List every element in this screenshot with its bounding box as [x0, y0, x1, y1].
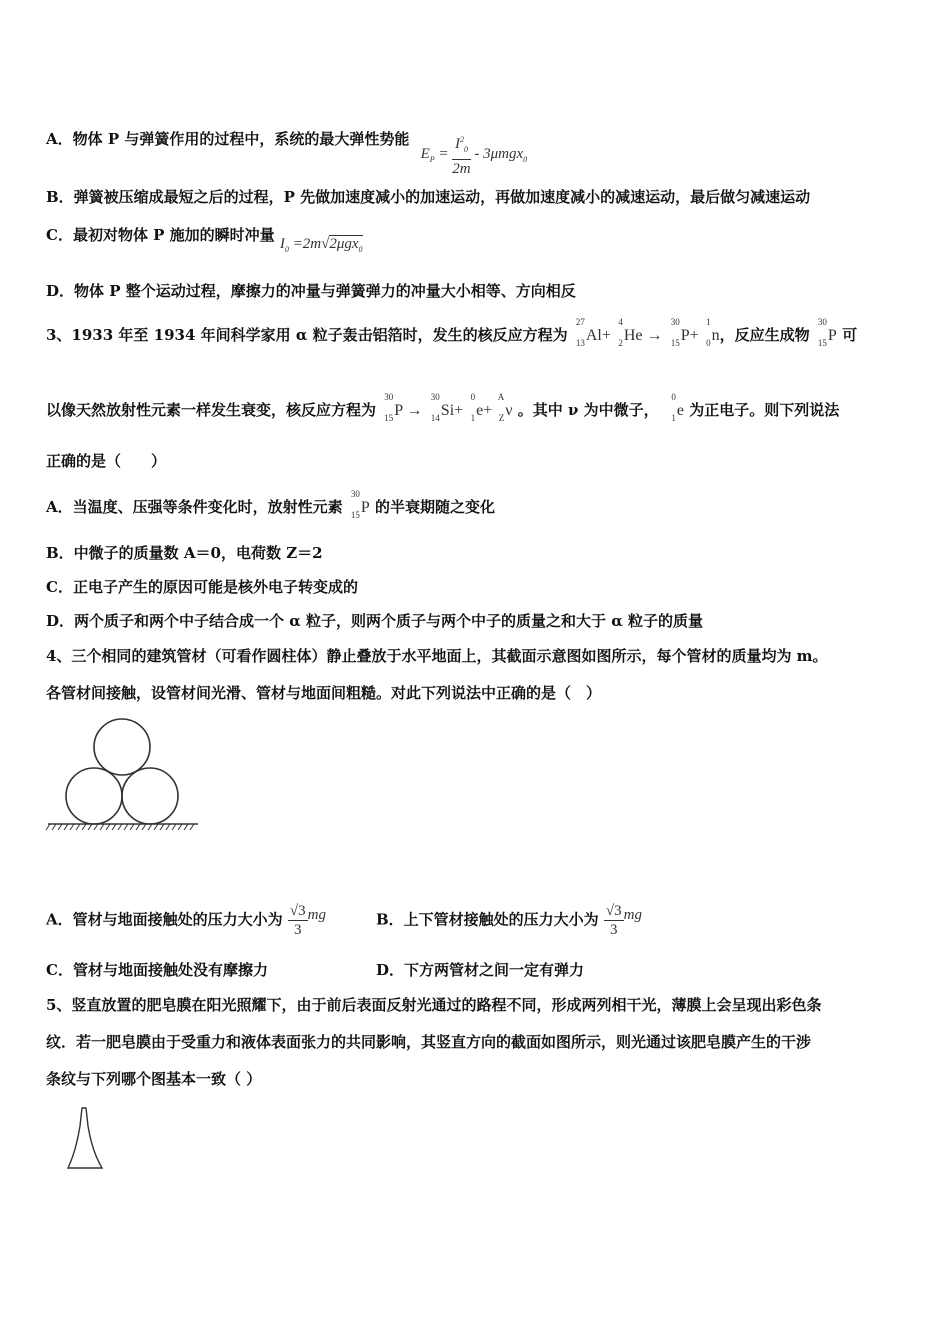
q3-line3: 正确的是（ ） [46, 452, 167, 470]
pipes-diagram [44, 714, 200, 832]
nuclide-n: 1 0 n [706, 317, 720, 348]
q4-option-b-fraction: $\frac{√3}{3}$ [605, 903, 622, 938]
soap-film-diagram [62, 1106, 108, 1174]
nuclide-he: 4 2 He → [618, 317, 663, 348]
nuclide-e2: 0 1 e [671, 392, 684, 423]
nuclide-p-product: 30 15 P [817, 317, 837, 348]
nuclide-p3: 30 15 P [350, 489, 370, 520]
q2-option-a-formula: $E_P$ = $\frac{I^2_0}{2m}$ - 3μmgx$_0$ [421, 146, 528, 162]
q2-option-b: B．弹簧被压缩成最短之后的过程，P 先做加速度减小的加速运动，再做加速度减小的减速运动，最后做匀减速运动 [46, 188, 811, 206]
pipe-top [94, 719, 150, 775]
q5-line2: 纹．若一肥皂膜由于受重力和液体表面张力的共同影响，其竖直方向的截面如图所示，则光通过该肥皂膜产生的干涉 [46, 1033, 812, 1051]
q3-line2: 以像天然放射性元素一样发生衰变，核反应方程为 30 15 P → 30 14 Si+ 0 1 e+ A Z ν 。其中 ν 为中微子， 0 1 e 为正电子。则下列说法 [46, 392, 840, 423]
q4-option-d: D．下方两管材之间一定有弹力 [376, 961, 585, 979]
q3-option-d: D．两个质子和两个中子结合成一个 α 粒子，则两个质子与两个中子的质量之和大于 α 粒子的质量 [46, 612, 703, 630]
pipe-bottom-right [122, 768, 178, 824]
q2-option-c-formula: $I_0 =2m√2\mu gx_0$ [279, 236, 363, 254]
q2-option-d: D．物体 P 整个运动过程，摩擦力的冲量与弹簧弹力的冲量大小相等、方向相反 [46, 282, 576, 300]
q4-option-c: C．管材与地面接触处没有摩擦力 [46, 961, 268, 979]
q5-line1: 5、竖直放置的肥皂膜在阳光照耀下，由于前后表面反射光通过的路程不同，形成两列相干光，薄膜上会呈现出彩色条 [46, 996, 822, 1014]
nuclide-si: 30 14 Si+ [430, 392, 464, 423]
ground-hatching [46, 824, 194, 830]
q5-line3: 条纹与下列哪个图基本一致（ ） [46, 1070, 262, 1088]
nuclide-p2: 30 15 P → [384, 392, 423, 423]
q2-option-c: C．最初对物体 P 施加的瞬时冲量 $I_0 =2m√2\mu gx_0$ [46, 226, 363, 254]
q2-option-a [46, 117, 528, 177]
q4-option-b: B．上下管材接触处的压力大小为 $\frac{√3}{3}$ mg [376, 903, 642, 938]
q3-option-b: B．中微子的质量数 A＝0，电荷数 Z＝2 [46, 544, 323, 562]
nuclide-p: 30 15 P+ [670, 317, 699, 348]
pipe-bottom-left [66, 768, 122, 824]
film-cross-section [68, 1108, 102, 1168]
q3-option-c: C．正电子产生的原因可能是核外电子转变成的 [46, 578, 358, 596]
q4-line2: 各管材间接触，设管材间光滑、管材与地面间粗糙。对此下列说法中正确的是（ ） [46, 684, 602, 702]
nuclide-e1: 0 1 e+ [470, 392, 493, 423]
q3-line1: 3、1933 年至 1934 年间科学家用 α 粒子轰击铝箔时，发生的核反应方程为 27 13 Al+ 4 2 He → 30 15 P+ 1 0 n，反应生成物 30 15 P 可 [46, 317, 858, 348]
q2-option-a-text: A．物体 P 与弹簧作用的过程中，系统的最大弹性势能 [46, 129, 410, 148]
nuclide-al: 27 13 Al+ [575, 317, 611, 348]
nuclide-nu: A Z ν [497, 392, 513, 423]
q4-option-a: A．管材与地面接触处的压力大小为 $\frac{√3}{3}$ mg [46, 903, 326, 938]
q4-line1: 4、三个相同的建筑管材（可看作圆柱体）静止叠放于水平地面上，其截面示意图如图所示，每个管材的质量均为 m。 [46, 647, 828, 665]
q4-option-a-fraction: $\frac{√3}{3}$ [289, 903, 306, 938]
q3-option-a: A．当温度、压强等条件变化时，放射性元素 30 15 P 的半衰期随之变化 [46, 489, 496, 520]
q2-energy-fraction: $\frac{I^2_0}{2m}$ [452, 131, 470, 178]
